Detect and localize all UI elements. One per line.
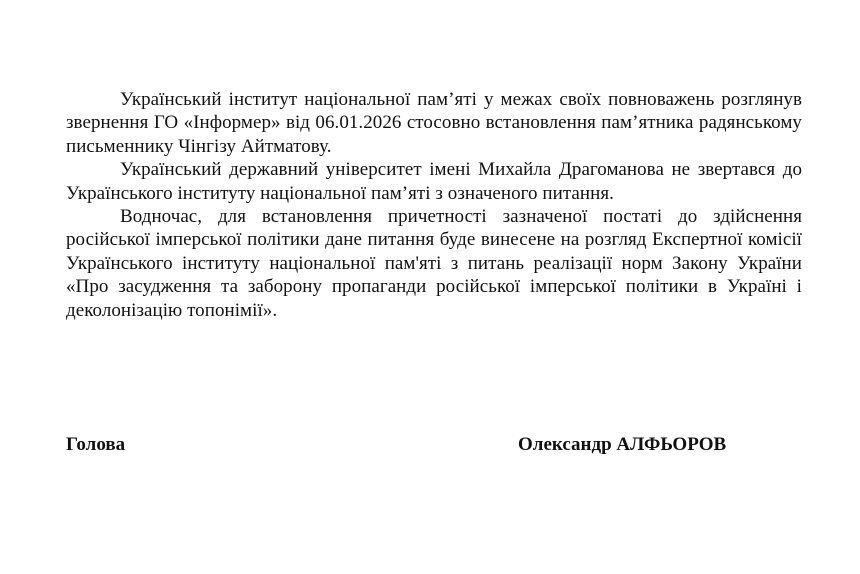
paragraph-review-appeal: Український інститут національної пам’яті у межах своїх повноважень розглянув звернення ГО «Інформер» від 06.01.2026 стосовно встановлення пам’ятника радянському письменнику Чінгізу Айтматову. bbox=[66, 89, 802, 157]
paragraph-expert-commission: Водночас, для встановлення причетності зазначеної постаті до здійснення російської імперської політики дане питання буде винесене на розгляд Експертної комісії Українського інституту національної пам'яті з питань реалізації норм Закону України «Про засудження та заборону пропаганди російської імперської політики в Україні і деколонізацію топонімії». bbox=[66, 206, 802, 321]
paragraph-university-not-applied: Український державний університет імені Михайла Драгоманова не звертався до Українського інституту національної пам’яті з означеного питання. bbox=[66, 159, 802, 204]
signature-block bbox=[66, 432, 802, 458]
signatory-name: Олександр АЛФЬОРОВ bbox=[518, 434, 727, 455]
signatory-title: Голова bbox=[66, 434, 126, 455]
letter-body bbox=[66, 88, 802, 322]
